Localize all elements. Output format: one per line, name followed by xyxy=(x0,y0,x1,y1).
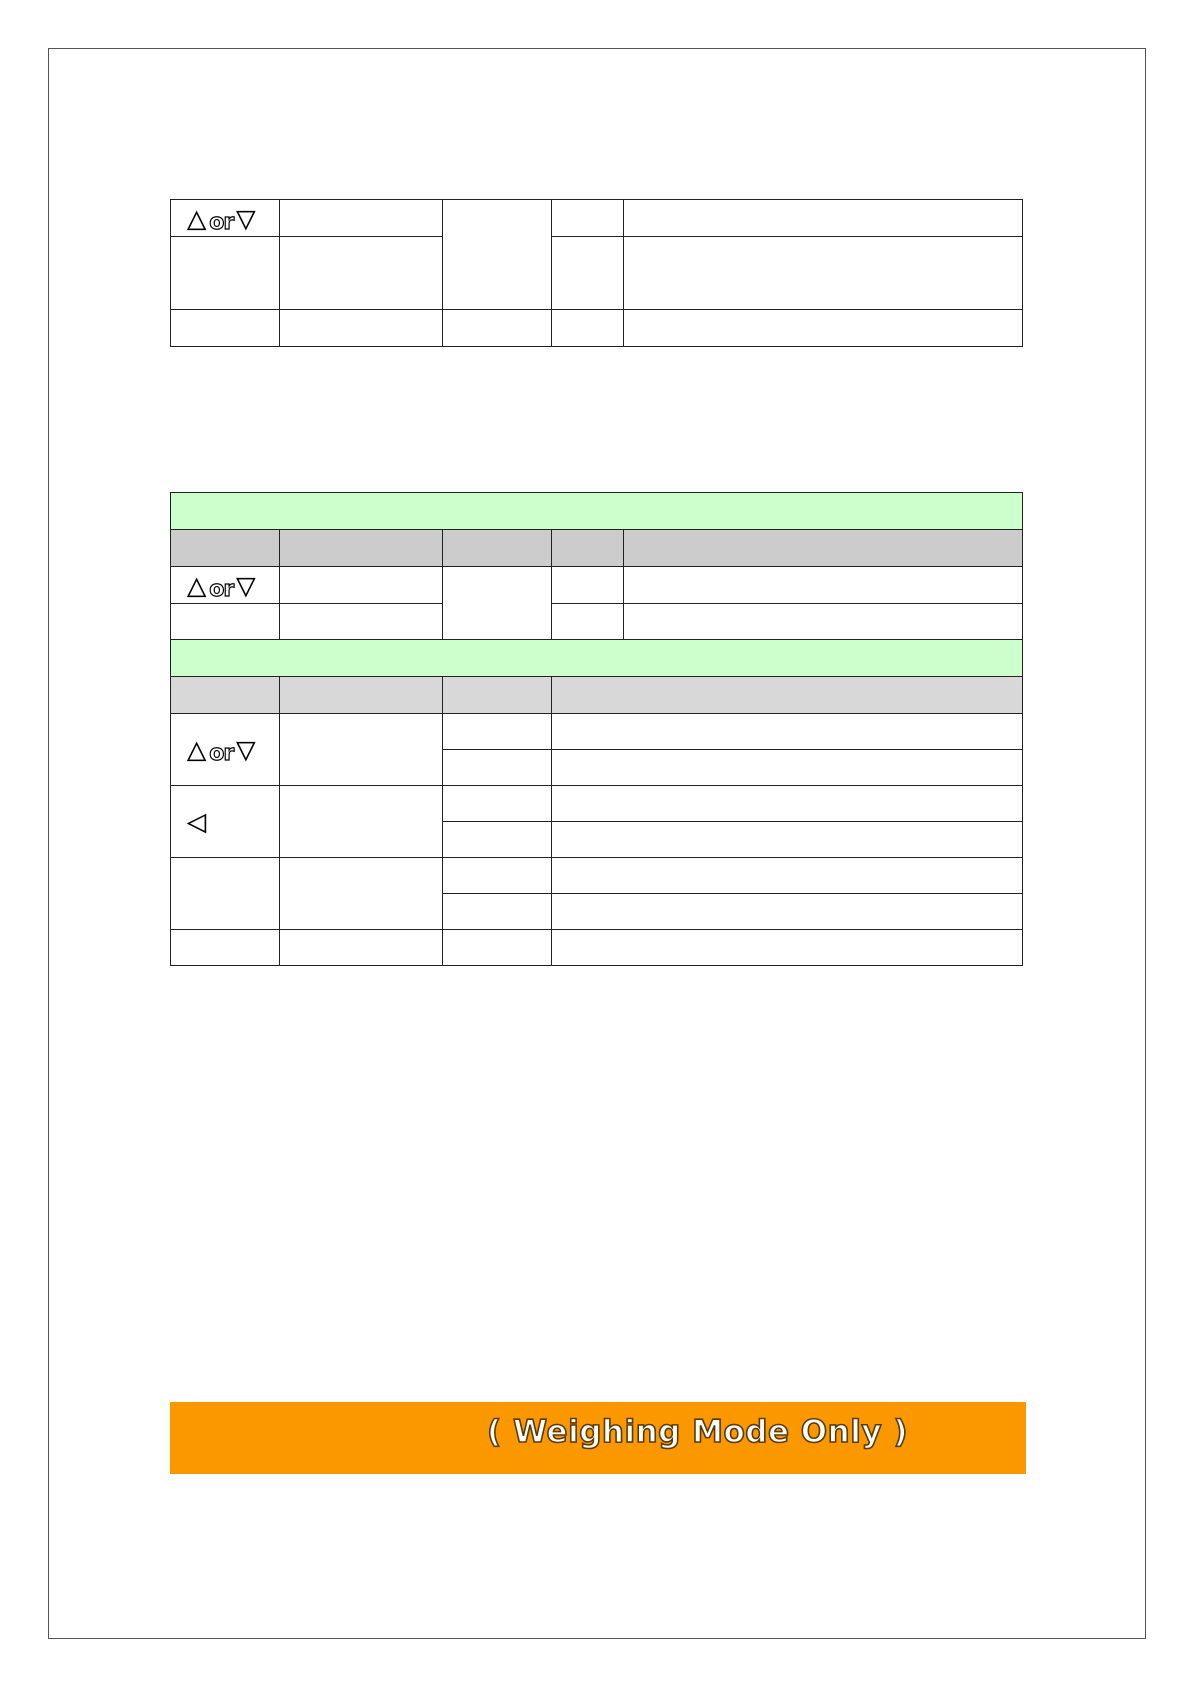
table-row xyxy=(171,237,1023,310)
or-label: or xyxy=(209,209,234,235)
up-triangle-icon: △ xyxy=(187,570,207,600)
up-triangle-icon: △ xyxy=(187,203,207,233)
table-cell xyxy=(280,714,443,786)
table-cell xyxy=(443,930,552,966)
down-triangle-icon: ▽ xyxy=(236,203,256,233)
table-cell xyxy=(443,822,552,858)
table-cell xyxy=(624,237,1023,310)
header-cell xyxy=(280,530,443,567)
table-cell xyxy=(624,200,1023,237)
table-row xyxy=(171,604,1023,640)
table-cell xyxy=(280,930,443,966)
table-row xyxy=(171,714,1023,750)
down-triangle-icon: ▽ xyxy=(236,570,256,600)
header-cell xyxy=(280,677,443,714)
table-cell xyxy=(443,200,552,310)
table-cell xyxy=(280,604,443,640)
table-cell xyxy=(280,567,443,604)
key-cell xyxy=(171,786,280,858)
table-cell xyxy=(552,858,1023,894)
header-cell xyxy=(171,677,280,714)
header-cell xyxy=(552,677,1023,714)
header-cell xyxy=(624,530,1023,567)
table-row xyxy=(171,200,1023,237)
table-row xyxy=(171,930,1023,966)
table-cell xyxy=(624,310,1023,347)
key-cell xyxy=(171,200,280,237)
header-row xyxy=(171,530,1023,567)
table-cell xyxy=(552,714,1023,750)
up-triangle-icon: △ xyxy=(187,735,207,764)
table-cell xyxy=(552,200,624,237)
down-triangle-icon: ▽ xyxy=(236,735,256,764)
weighing-mode-banner xyxy=(170,1402,1026,1474)
table-cell xyxy=(280,200,443,237)
table-cell xyxy=(443,310,552,347)
table-cell xyxy=(552,750,1023,786)
table-cell xyxy=(280,786,443,858)
key-cell xyxy=(171,714,280,786)
table-cell xyxy=(552,567,624,604)
table-cell xyxy=(171,930,280,966)
header-cell xyxy=(443,530,552,567)
table-row xyxy=(171,786,1023,822)
table-cell xyxy=(443,894,552,930)
table-cell xyxy=(552,237,624,310)
table-cell xyxy=(171,237,280,310)
key-table-1 xyxy=(170,199,1023,347)
table-cell xyxy=(552,822,1023,858)
table-cell xyxy=(552,310,624,347)
or-label: or xyxy=(209,741,234,766)
table-cell xyxy=(552,786,1023,822)
or-label: or xyxy=(209,576,234,602)
section-band-cell xyxy=(171,640,1023,677)
header-cell xyxy=(171,530,280,567)
key-table-2 xyxy=(170,492,1023,966)
section-band xyxy=(171,640,1023,677)
table-row xyxy=(171,567,1023,604)
table-cell xyxy=(280,237,443,310)
table-cell xyxy=(443,714,552,750)
table-cell xyxy=(171,604,280,640)
banner-text: ( Weighing Mode Only ) xyxy=(487,1414,909,1450)
table-cell xyxy=(552,894,1023,930)
table-cell xyxy=(443,858,552,894)
header-cell xyxy=(552,530,624,567)
table-cell xyxy=(443,750,552,786)
table-cell xyxy=(624,604,1023,640)
table-cell xyxy=(624,567,1023,604)
table-row xyxy=(171,310,1023,347)
table-cell xyxy=(443,567,552,640)
section-band xyxy=(171,493,1023,530)
table-cell xyxy=(443,786,552,822)
header-cell xyxy=(443,677,552,714)
section-band-cell xyxy=(171,493,1023,530)
table-cell xyxy=(552,604,624,640)
table-cell xyxy=(280,858,443,930)
table-cell xyxy=(171,858,280,930)
table-row xyxy=(171,858,1023,894)
header-row xyxy=(171,677,1023,714)
key-cell xyxy=(171,567,280,604)
table-cell xyxy=(280,310,443,347)
left-triangle-icon: ◁ xyxy=(187,807,207,836)
table-cell xyxy=(552,930,1023,966)
table-cell xyxy=(171,310,280,347)
